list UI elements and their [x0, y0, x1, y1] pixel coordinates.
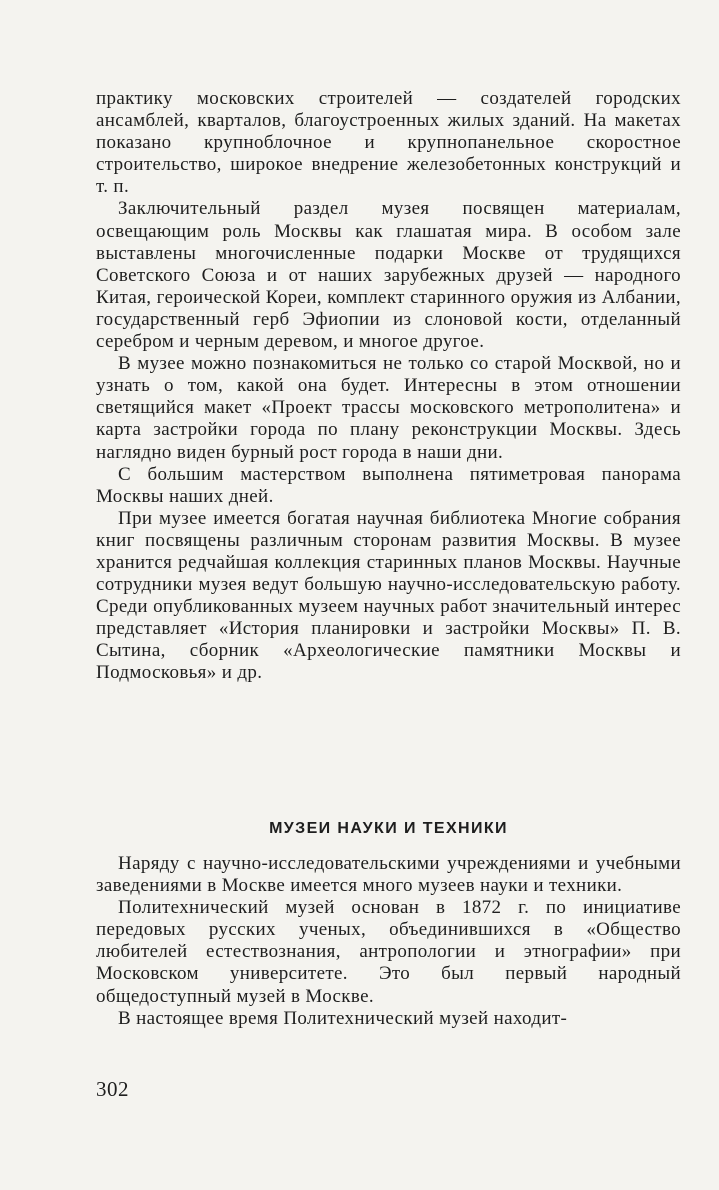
paragraph-future-moscow: В музее можно познакомиться не только со старой Москвой, но и узнать о том, какой она будет. Интересны в этом отношении светящийся макет «Проект трассы московского метрополитена» и карта застройки города по плану реконструкции Москвы. Здесь наглядно виден бурный рост города в наши дни. [96, 353, 681, 463]
section-heading: МУЗЕИ НАУКИ И ТЕХНИКИ [269, 820, 508, 837]
paragraph-science-museums: Наряду с научно-исследовательскими учреждениями и учебными заведениями в Москве имеется много музеев науки и техники. [96, 853, 681, 897]
paragraph-final-section: Заключительный раздел музея посвящен материалам, освещающим роль Москвы как глашатая мира. В особом зале выставлены многочисленные подарки Москве от трудящихся Советского Союза и от наших зарубежных друзей — народного Китая, героической Кореи, комплект старинного оружия из Албании, государственный герб Эфиопии из слоновой кости, отделанный серебром и черным деревом, и многое другое. [96, 198, 681, 353]
paragraph-panorama: С большим мастерством выполнена пятиметровая панорама Москвы наших дней. [96, 463, 681, 507]
paragraph-polytechnic-history: Политехнический музей основан в 1872 г. по инициативе передовых русских ученых, объединившихся в «Общество любителей естествознания, антропологии и этнографии» при Московском университете. Это был первый народный общедоступный музей в Москве. [96, 897, 681, 1007]
text-block-top [96, 88, 681, 685]
paragraph-continuation: практику московских строителей — создателей городских ансамблей, кварталов, благоустроенных жилых зданий. На макетах показано крупноблочное и крупнопанельное скоростное строительство, широкое внедрение железобетонных конструкций и т. п. [96, 88, 681, 198]
paragraph-polytechnic-now: В настоящее время Политехнический музей находит- [118, 1007, 568, 1029]
page-number: 302 [96, 1077, 129, 1101]
paragraph-library: При музее имеется богатая научная библиотека Многие собрания книг посвящены различным сторонам развития Москвы. В музее хранится редчайшая коллекция старинных планов Москвы. Научные сотрудники музея ведут большую научно-исследовательскую работу. Среди опубликованных музеем научных работ значительный интерес представляет «История планировки и застройки Москвы» П. В. Сытина, сборник «Археологические памятники Москвы и Подмосковья» и др. [96, 507, 681, 684]
text-block-bottom [96, 853, 681, 1030]
